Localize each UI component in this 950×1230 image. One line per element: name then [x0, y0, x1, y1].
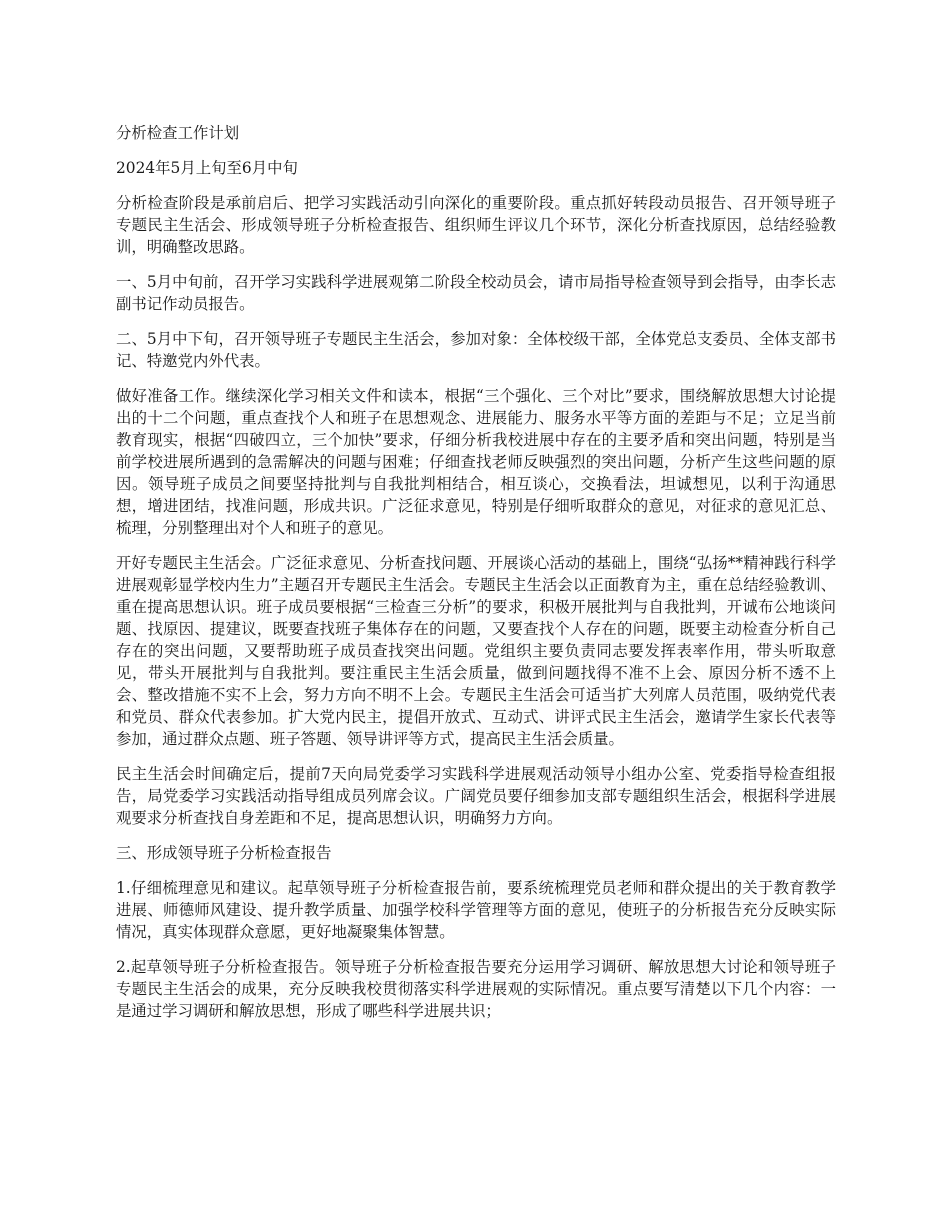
paragraph-preparation: 做好准备工作。继续深化学习相关文件和读本，根据“三个强化、三个对比”要求，围绕解放思想大讨论提出的十二个问题，重点查找个人和班子在思想观念、进展能力、服务水平等方面的差距与不足；立足当前教育现实，根据“四破四立，三个加快”要求，仔细分析我校进展中存在的主要矛盾和突出问题，特别是当前学校进展所遇到的急需解决的问题与困难；仔细查找老师反映强烈的突出问题，分析产生这些问题的原因。领导班子成员之间要坚持批判与自我批判相结合，相互谈心，交换看法，坦诚想见，以利于沟通思想，增进团结，找准问题，形成共识。广泛征求意见，特别是仔细听取群众的意见，对征求的意见汇总、梳理，分别整理出对个人和班子的意见。: [116, 387, 836, 537]
paragraph-intro: 分析检查阶段是承前启后、把学习实践活动引向深化的重要阶段。重点抓好转段动员报告、召开领导班子专题民主生活会、形成领导班子分析检查报告、组织师生评议几个环节，深化分析查找原因，总结经验教训，明确整改思路。: [116, 194, 836, 256]
paragraph-meeting: 开好专题民主生活会。广泛征求意见、分析查找问题、开展谈心活动的基础上，围绕“弘扬**精神践行科学进展观彰显学校内生力”主题召开专题民主生活会。专题民主生活会以正面教育为主，重在总结经验教训、重在提高思想认识。班子成员要根据“三检查三分析”的要求，积极开展批判与自我批判，开诚布公地谈问题、找原因、提建议，既要查找班子集体存在的问题，又要查找个人存在的问题，既要主动检查分析自己存在的突出问题，又要帮助班子成员查找突出问题。党组织主要负责同志要发挥表率作用，带头听取意见，带头开展批判与自我批判。要注重民主生活会质量，做到问题找得不准不上会、原因分析不透不上会、整改措施不实不上会，努力方向不明不上会。专题民主生活会可适当扩大列席人员范围，吸纳党代表和党员、群众代表参加。扩大党内民主，提倡开放式、互动式、讲评式民主生活会，邀请学生家长代表等参加，通过群众点题、班子答题、领导讲评等方式，提高民主生活会质量。: [116, 554, 836, 748]
date-range: 2024年5月上旬至6月中旬: [116, 159, 298, 177]
paragraph-item-1: 1.仔细梳理意见和建议。起草领导班子分析检查报告前，要系统梳理党员老师和群众提出的关于教育教学进展、师德师风建设、提升教学质量、加强学校科学管理等方面的意见，使班子的分析报告充分反映实际情况，真实体现群众意愿，更好地凝聚集体智慧。: [116, 879, 836, 941]
paragraph-item-2: 2.起草领导班子分析检查报告。领导班子分析检查报告要充分运用学习调研、解放思想大讨论和领导班子专题民主生活会的成果，充分反映我校贯彻落实科学进展观的实际情况。重点要写清楚以下几个内容：一是通过学习调研和解放思想，形成了哪些科学进展共识；: [116, 958, 836, 1020]
paragraph-reporting: 民主生活会时间确定后，提前7天向局党委学习实践科学进展观活动领导小组办公室、党委指导检查组报告，局党委学习实践活动指导组成员列席会议。广阔党员要仔细参加支部专题组织生活会，根据科学进展观要求分析查找自身差距和不足，提高思想认识，明确努力方向。: [116, 765, 836, 827]
paragraph-section-2: 二、5月中下旬，召开领导班子专题民主生活会，参加对象：全体校级干部，全体党总支委员、全体支部书记、特邀党内外代表。: [116, 330, 836, 370]
document-page: [116, 122, 836, 1035]
paragraph-section-1: 一、5月中旬前，召开学习实践科学进展观第二阶段全校动员会，请市局指导检查领导到会指导，由李长志副书记作动员报告。: [116, 273, 836, 313]
document-title: 分析检查工作计划: [116, 124, 240, 142]
section-heading-3: 三、形成领导班子分析检查报告: [116, 844, 332, 862]
